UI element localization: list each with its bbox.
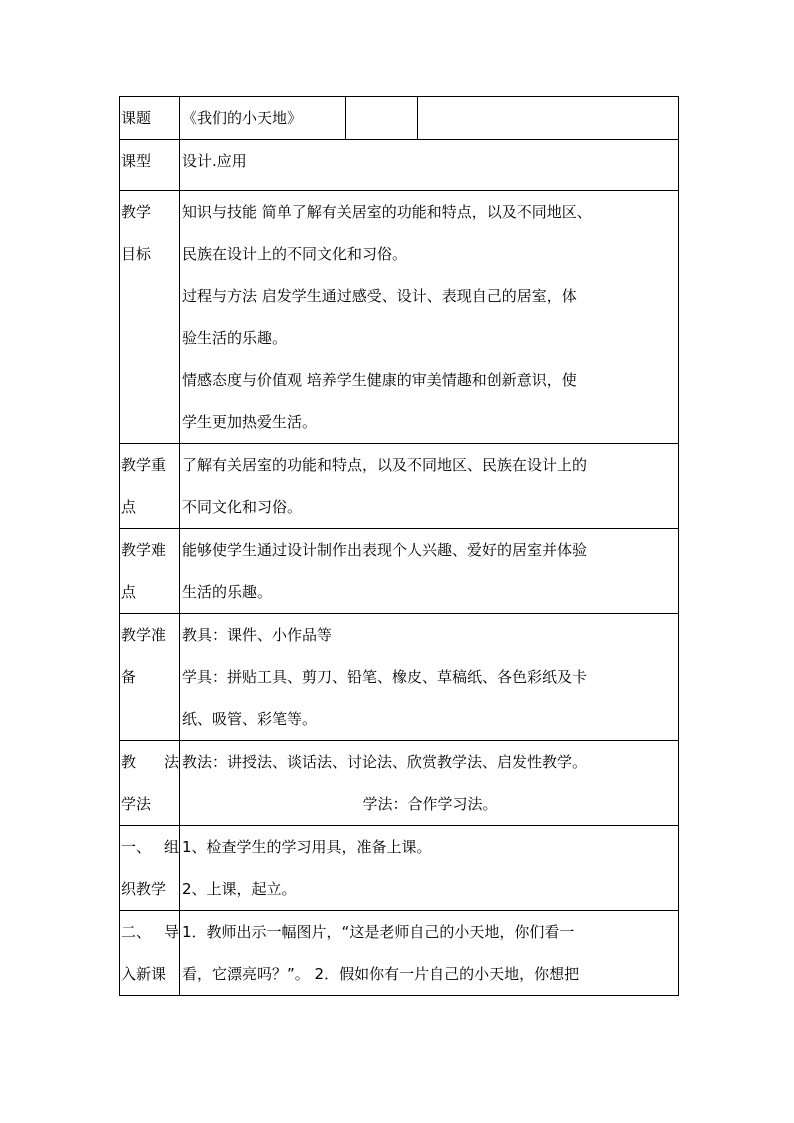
objectives-p2-line2: 验生活的乐趣。 (182, 329, 288, 347)
row-step1 (120, 826, 679, 911)
type-value: 设计.应用 (180, 140, 679, 191)
step1-line2: 2、上课，起立。 (182, 880, 297, 898)
objectives-label-line1: 教学 (121, 203, 152, 221)
objectives-p3-line2: 学生更加热爱生活。 (182, 413, 318, 431)
methods-label (120, 741, 180, 826)
type-label: 课型 (120, 140, 180, 191)
key-points-label (120, 444, 180, 529)
methods-label-line1 (121, 741, 179, 783)
objectives-content (180, 191, 679, 444)
step1-label-line1-b: 组 (163, 838, 179, 856)
objectives-p1-line1: 知识与技能 简单了解有关居室的功能和特点，以及不同地区、 (182, 203, 592, 221)
objectives-p2-line1: 过程与方法 启发学生通过感受、设计、表现自己的居室，体 (182, 287, 577, 305)
key-points-label-line2: 点 (121, 498, 137, 516)
preparation-content (180, 614, 679, 741)
key-points-line1: 了解有关居室的功能和特点，以及不同地区、民族在设计上的 (182, 456, 588, 474)
row-methods (120, 741, 679, 826)
lesson-plan-table (119, 96, 679, 996)
objectives-p1-line2: 民族在设计上的不同文化和习俗。 (182, 245, 408, 263)
title-extra-cell-2 (418, 97, 679, 140)
preparation-line1: 教具：课件、小作品等 (182, 626, 333, 644)
methods-label-line1-a: 教 (121, 753, 137, 771)
key-points-content (180, 444, 679, 529)
methods-label-line1-b: 法 (163, 753, 179, 771)
methods-line1: 教法：讲授法、谈话法、讨论法、欣赏教学法、启发性教学。 (182, 753, 588, 771)
row-preparation (120, 614, 679, 741)
objectives-label-line2: 目标 (121, 245, 152, 263)
title-label: 课题 (120, 97, 180, 140)
row-difficulties (120, 529, 679, 614)
row-type (120, 140, 679, 191)
step1-label-line1-a: 一、 (121, 838, 152, 856)
difficulties-label-line1: 教学难 (121, 541, 167, 559)
step1-label-line2: 织教学 (121, 880, 167, 898)
preparation-line2: 学具：拼贴工具、剪刀、铅笔、橡皮、草稿纸、各色彩纸及卡 (182, 668, 588, 686)
step2-label-line2: 入新课 (121, 965, 167, 983)
methods-line2: 学法：合作学习法。 (362, 795, 498, 813)
title-extra-cell-1 (346, 97, 418, 140)
step2-line2: 看，它漂亮吗？”。 2．假如你有一片自己的小天地，你想把 (182, 965, 580, 983)
step1-line1: 1、检查学生的学习用具，准备上课。 (182, 838, 432, 856)
difficulties-label (120, 529, 180, 614)
difficulties-line2: 生活的乐趣。 (182, 583, 273, 601)
row-title (120, 97, 679, 140)
step1-label (120, 826, 180, 911)
key-points-label-line1: 教学重 (121, 456, 167, 474)
step2-line1: 1．教师出示一幅图片，“这是老师自己的小天地，你们看一 (182, 923, 575, 941)
step2-label (120, 911, 180, 996)
row-step2 (120, 911, 679, 996)
step1-label-line1 (121, 826, 179, 868)
row-key-points (120, 444, 679, 529)
methods-content (180, 741, 679, 826)
difficulties-label-line2: 点 (121, 583, 137, 601)
difficulties-line1: 能够使学生通过设计制作出表现个人兴趣、爱好的居室并体验 (182, 541, 588, 559)
key-points-line2: 不同文化和习俗。 (182, 498, 303, 516)
objectives-p3-line1: 情感态度与价值观 培养学生健康的审美情趣和创新意识，使 (182, 371, 577, 389)
row-objectives (120, 191, 679, 444)
preparation-label (120, 614, 180, 741)
step2-label-line1 (121, 911, 179, 953)
difficulties-content (180, 529, 679, 614)
preparation-label-line2: 备 (121, 668, 137, 686)
step2-label-line1-b: 导 (163, 923, 179, 941)
methods-label-line2: 学法 (121, 795, 152, 813)
step1-content (180, 826, 679, 911)
preparation-line3: 纸、吸管、彩笔等。 (182, 710, 318, 728)
preparation-label-line1: 教学准 (121, 626, 167, 644)
objectives-label (120, 191, 180, 444)
step2-label-line1-a: 二、 (121, 923, 152, 941)
step2-content (180, 911, 679, 996)
title-value: 《我们的小天地》 (180, 97, 346, 140)
